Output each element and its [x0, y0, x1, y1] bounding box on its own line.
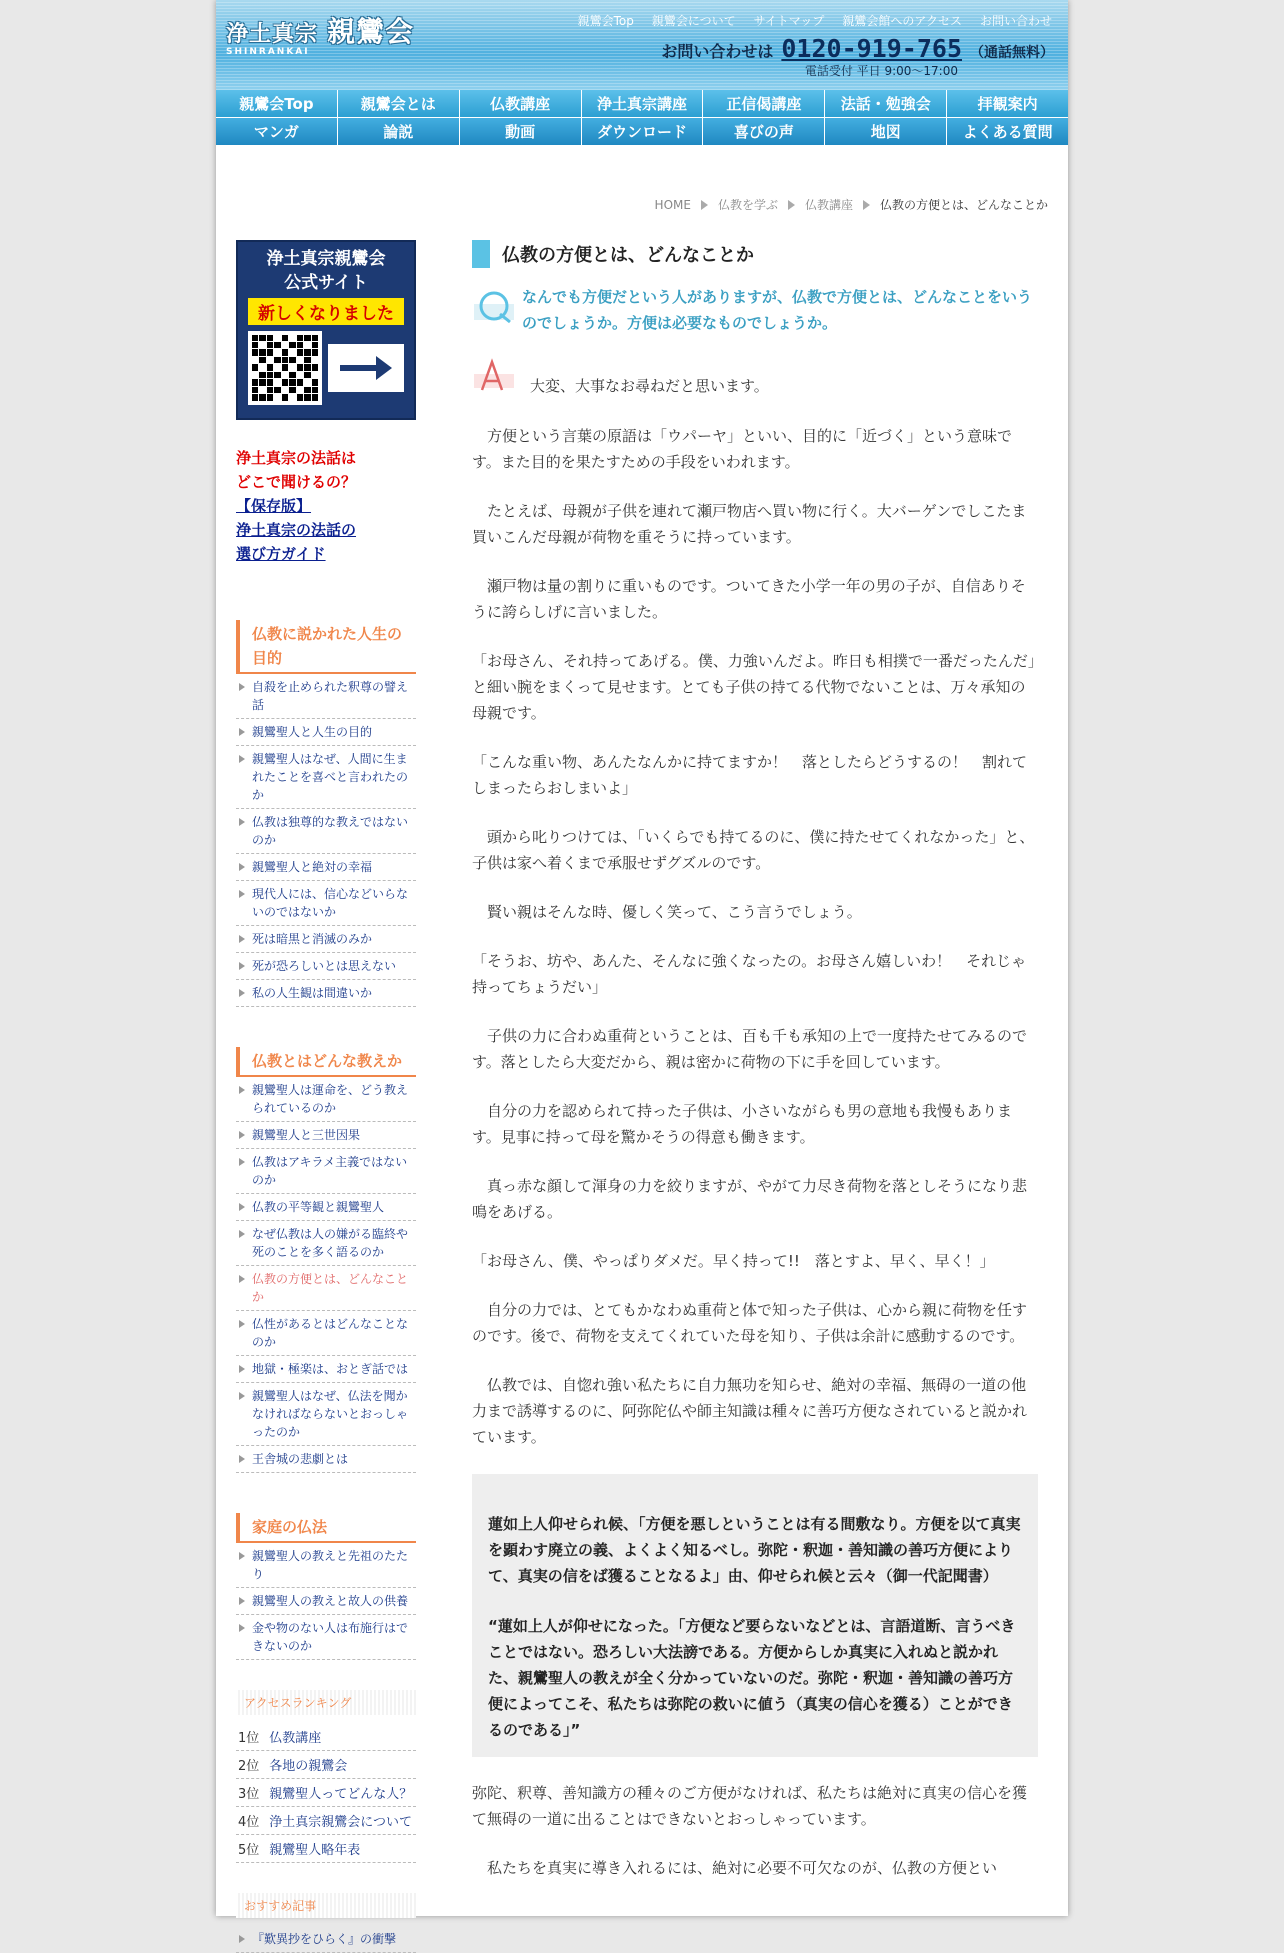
sidebar — [236, 240, 416, 1953]
quote-translation: “蓮如上人が仰せになった。「方便など要らないなどとは、言語道断、言うべきことではない。恐ろしい大法謗である。方便からしか真実に入れぬと説かれた、親鸞聖人の教えが全く分かっていないのだ。弥陀・釈迦・善知識の善巧方便によってこそ、私たちは弥陀の救いに値う（真実の信心を獲る）ことができるのである」” — [488, 1617, 1016, 1739]
sidebar-item[interactable]: 死が恐ろしいとは思えない — [236, 953, 416, 980]
nav-item-editorial[interactable]: 論説 — [338, 118, 460, 146]
main-content — [472, 240, 1038, 1881]
article-paragraph: 方便という言葉の原語は「ウパーヤ」といい、目的に「近づく」という意味です。また目的を果たすための手段をいわれます。 — [472, 427, 1013, 471]
toplink-top[interactable]: 親鸞会Top — [577, 14, 634, 28]
sidebar-section-title: 仏教とはどんな教えか — [236, 1047, 416, 1077]
ranking-item[interactable]: 5位 親鸞聖人略年表 — [236, 1835, 416, 1863]
arrow-right-icon — [328, 344, 404, 392]
nav-row-1 — [216, 90, 1068, 118]
sidebar-item[interactable]: 自殺を止められた釈尊の譬え話 — [236, 674, 416, 719]
ranking-item[interactable]: 4位 浄土真宗親鸞会について — [236, 1807, 416, 1835]
recommend-list — [236, 1926, 416, 1953]
nav-item-visit[interactable]: 拝観案内 — [947, 90, 1068, 118]
answer-block — [472, 356, 1038, 400]
article-paragraph: 「こんな重い物、あんたなんかに持てますか！ 落としたらどうするの！ 割れてしまったらおしまいよ」 — [472, 753, 1028, 797]
answer-first-line: 大変、大事なお尋ねだと思います。 — [530, 377, 769, 395]
nav-item-top[interactable]: 親鸞会Top — [216, 90, 338, 118]
ranking-item[interactable]: 1位 仏教講座 — [236, 1723, 416, 1751]
article-paragraph: 弥陀、釈尊、善知識方の種々のご方便がなければ、私たちは絶対に真実の信心を獲て無碍の一道に出ることはできないとおっしゃっています。 — [472, 1784, 1028, 1828]
nav-item-testimonials[interactable]: 喜びの声 — [703, 118, 825, 146]
sidebar-list-teachings — [236, 1077, 416, 1473]
sidebar-item[interactable]: 金や物のない人は布施行はできないのか — [236, 1615, 416, 1660]
sidebar-list-family — [236, 1543, 416, 1660]
nav-item-download[interactable]: ダウンロード — [582, 118, 704, 146]
guide-blue-3[interactable]: 選び方ガイド — [236, 545, 326, 563]
sidebar-item-current[interactable]: 仏教の方便とは、どんなことか — [236, 1266, 416, 1311]
sidebar-item[interactable]: 地獄・極楽は、おとぎ話では — [236, 1356, 416, 1383]
article-paragraph: 「お母さん、それ持ってあげる。僕、力強いんだよ。昨日も相撲で一番だったんだ」と細い腕をまくって見せます。とても子供の持てる代物でないことは、万々承知の母親です。 — [472, 652, 1036, 722]
article-paragraph: 自分の力を認められて持った子供は、小さいながらも男の意地も我慢もあります。見事に持って母を驚かそうの得意も働きます。 — [472, 1102, 1013, 1146]
main-nav — [216, 90, 1068, 146]
article-paragraph: 真っ赤な顔して渾身の力を絞りますが、やがて力尽き荷物を落としそうになり悲鳴をあげる。 — [472, 1177, 1028, 1221]
toplink-access[interactable]: 親鸞会館へのアクセス — [842, 14, 962, 28]
sidebar-item[interactable]: 仏教は独尊的な教えではないのか — [236, 809, 416, 854]
sidebar-item[interactable]: 親鸞聖人の教えと故人の供養 — [236, 1588, 416, 1615]
sidebar-item[interactable]: 親鸞聖人と人生の目的 — [236, 719, 416, 746]
sidebar-item[interactable]: 仏教はアキラメ主義ではないのか — [236, 1149, 416, 1194]
article-paragraph: 自分の力では、とてもかなわぬ重荷と体で知った子供は、心から親に荷物を任すのです。後で、荷物を支えてくれていた母を知り、子供は余計に感動するのです。 — [472, 1301, 1028, 1345]
sidebar-list-purpose — [236, 674, 416, 1007]
logo-text-en: SHINRANKAI — [226, 47, 310, 57]
sidebar-item[interactable]: 親鸞聖人の教えと先祖のたたり — [236, 1543, 416, 1588]
guide-blue-2[interactable]: 浄土真宗の法話の — [236, 521, 357, 539]
nav-item-about[interactable]: 親鸞会とは — [338, 90, 460, 118]
sidebar-item[interactable]: 仏性があるとはどんなことなのか — [236, 1311, 416, 1356]
sidebar-item[interactable]: 親鸞聖人と絶対の幸福 — [236, 854, 416, 881]
article-paragraph: 頭から叱りつけては、「いくらでも持てるのに、僕に持たせてくれなかった」と、子供は家へ着くまで承服せずグズルのです。 — [472, 828, 1035, 872]
sidebar-item[interactable]: 死は暗黒と消滅のみか — [236, 926, 416, 953]
answer-a-icon — [472, 356, 530, 400]
sidebar-item[interactable]: 王舎城の悲劇とは — [236, 1446, 416, 1473]
breadcrumb-arrow-icon — [701, 200, 708, 210]
article-paragraph: 子供の力に合わぬ重荷ということは、百も千も承知の上で一度持たせてみるのです。落としたら大変だから、親は密かに荷物の下に手を回しています。 — [472, 1027, 1028, 1071]
banner-line2: 公式サイト — [284, 272, 368, 293]
nav-item-faq[interactable]: よくある質問 — [947, 118, 1068, 146]
nav-item-shoshinge-course[interactable]: 正信偈講座 — [703, 90, 825, 118]
sidebar-item[interactable]: 親鸞聖人は運命を、どう教えられているのか — [236, 1077, 416, 1122]
article-paragraph: 「そうお、坊や、あんた、そんなに強くなったの。お母さん嬉しいわ！ それじゃ持ってちょうだい」 — [472, 952, 1027, 996]
breadcrumb-arrow-icon — [788, 200, 795, 210]
question-q-icon — [472, 284, 522, 334]
toplink-sitemap[interactable]: サイトマップ — [753, 14, 825, 28]
site-header — [216, 0, 1068, 90]
sidebar-item[interactable]: 親鸞聖人はなぜ、人間に生まれたことを喜べと言われたのか — [236, 746, 416, 809]
title-accent-bar — [472, 240, 490, 268]
nav-item-manga[interactable]: マンガ — [216, 118, 338, 146]
top-links — [578, 12, 1052, 29]
banner-line1: 浄土真宗親鸞会 — [266, 249, 386, 269]
sidebar-item[interactable]: なぜ仏教は人の嫌がる臨終や死のことを多く語るのか — [236, 1221, 416, 1266]
article-body — [472, 423, 1038, 1881]
sermon-guide-link[interactable] — [236, 446, 416, 566]
breadcrumb-learn[interactable]: 仏教を学ぶ — [717, 198, 778, 212]
toplink-contact[interactable]: お問い合わせ — [979, 14, 1052, 28]
contact-block — [661, 34, 1054, 63]
sidebar-item[interactable]: 現代人には、信心などいらないのではないか — [236, 881, 416, 926]
article-paragraph: 仏教では、自惚れ強い私たちに自力無功を知らせ、絶対の幸福、無碍の一道の他力まで誘導するのに、阿弥陀仏や師主知識は種々に善巧方便なされていると説かれています。 — [472, 1376, 1028, 1446]
toplink-about[interactable]: 親鸞会について — [651, 14, 736, 28]
page — [216, 0, 1068, 1946]
guide-red-1: 浄土真宗の法話は — [236, 449, 357, 467]
recommend-item[interactable]: 『歎異抄をひらく』の衝撃 — [236, 1926, 416, 1953]
article-paragraph: 「お母さん、僕、やっぱりダメだ。早く持って!! 落とすよ、早く、早く！」 — [472, 1252, 995, 1270]
breadcrumb — [655, 196, 1048, 213]
page-title-block — [472, 240, 1038, 268]
nav-item-video[interactable]: 動画 — [460, 118, 582, 146]
logo-text-jp2: 親鸞会 — [327, 15, 415, 48]
ranking-item[interactable]: 2位 各地の親鸞会 — [236, 1751, 416, 1779]
nav-item-buddhism-course[interactable]: 仏教講座 — [460, 90, 582, 118]
nav-row-2 — [216, 118, 1068, 146]
nav-item-map[interactable]: 地図 — [825, 118, 947, 146]
quote-box — [472, 1474, 1038, 1757]
breadcrumb-arrow-icon — [863, 200, 870, 210]
breadcrumb-home[interactable]: HOME — [654, 197, 691, 212]
article-paragraph: 賢い親はそんな時、優しく笑って、こう言うでしょう。 — [472, 903, 862, 921]
qr-code-icon — [248, 331, 322, 405]
article-paragraph: 私たちを真実に導き入れるには、絶対に必要不可欠なのが、仏教の方便とい — [472, 1859, 998, 1877]
recommend-title: おすすめ記事 — [236, 1893, 416, 1918]
question-text: なんでも方便だという人がありますが、仏教で方便とは、どんなことをいうのでしょうか。方便は必要なものでしょうか。 — [522, 288, 1033, 332]
sidebar-item[interactable]: 親鸞聖人と三世因果 — [236, 1122, 416, 1149]
breadcrumb-current: 仏教の方便とは、どんなことか — [879, 198, 1048, 212]
sidebar-item[interactable]: 親鸞聖人はなぜ、仏法を聞かなければならないとおっしゃったのか — [236, 1383, 416, 1446]
guide-blue-1[interactable]: 【保存版】 — [236, 497, 312, 515]
ranking-title: アクセスランキング — [236, 1690, 416, 1715]
phone-number[interactable]: 0120-919-765 — [781, 34, 962, 63]
sidebar-section-title: 家庭の仏法 — [236, 1513, 416, 1543]
site-logo[interactable] — [226, 10, 414, 57]
breadcrumb-course[interactable]: 仏教講座 — [804, 198, 853, 212]
article-paragraph: たとえば、母親が子供を連れて瀬戸物店へ買い物に行く。大バーゲンでしこたま買いこんだ母親が荷物を重そうに持っています。 — [472, 502, 1027, 546]
sidebar-item[interactable]: 仏教の平等観と親鸞聖人 — [236, 1194, 416, 1221]
logo-text-jp: 浄土真宗 — [226, 21, 319, 47]
phone-hours: 電話受付 平日 9:00～17:00 — [804, 64, 958, 78]
official-site-banner[interactable] — [236, 240, 416, 420]
toll-free-note: （通話無料） — [970, 45, 1054, 61]
banner-new: 新しくなりました — [248, 298, 404, 325]
article-paragraph: 瀬戸物は量の割りに重いものです。ついてきた小学一年の男の子が、自信ありそうに誇らしげに言いました。 — [472, 577, 1026, 621]
quote-original: 蓮如上人仰せられ候、「方便を悪しということは有る間敷なり。方便を以て真実を顕わす廃立の義、よくよく知るべし。弥陀・釈迦・善知識の善巧方便によりて、真実の信をば獲ることなるよ」由、仰せられ候と云々（御一代記聞書） — [488, 1515, 1021, 1585]
ranking-list — [236, 1723, 416, 1863]
sidebar-item[interactable]: 私の人生観は間違いか — [236, 980, 416, 1007]
ranking-item[interactable]: 3位 親鸞聖人ってどんな人？ — [236, 1779, 416, 1807]
sidebar-section-title: 仏教に説かれた人生の目的 — [236, 620, 416, 674]
nav-item-sermons[interactable]: 法話・勉強会 — [825, 90, 947, 118]
question-block — [472, 284, 1038, 336]
page-title: 仏教の方便とは、どんなことか — [502, 245, 754, 266]
contact-label: お問い合わせは — [661, 42, 774, 61]
guide-red-2: どこで聞けるの？ — [236, 473, 357, 491]
nav-item-jodo-course[interactable]: 浄土真宗講座 — [582, 90, 704, 118]
